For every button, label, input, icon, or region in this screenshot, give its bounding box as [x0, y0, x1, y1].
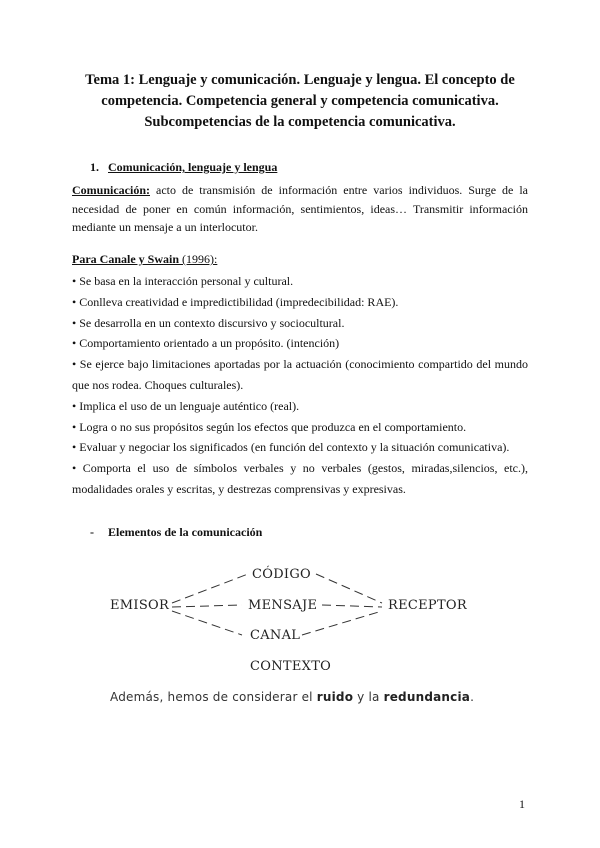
list-item: • Se desarrolla en un contexto discursivo y sociocultural. [72, 315, 345, 330]
document-title: Tema 1: Lenguaje y comunicación. Lenguaje y lengua. El concepto de competencia. Competencia general y competencia comunicativa. Subcompetencias de la competencia comunicativa. [85, 72, 515, 130]
codigo-label: CÓDIGO [252, 567, 312, 582]
list-item: • Se basa en la interacción personal y cultural. [72, 274, 294, 288]
list-item: • Implica el uso de un lenguaje auténtico (real). [72, 398, 300, 413]
note-ruido: ruido [316, 690, 354, 704]
subsection-title: Elementos de la comunicación [108, 525, 263, 539]
source-year: (1996): [179, 252, 218, 266]
connector-codigo-receptor [316, 574, 382, 603]
mensaje-label: MENSAJE [248, 598, 318, 613]
subsection-dash: - [90, 525, 94, 539]
source-author: Para Canale y Swain [72, 252, 180, 266]
section-title: Comunicación, lenguaje y lengua [108, 160, 278, 174]
connector-emisor-codigo [172, 574, 248, 603]
list-item: • Logra o no sus propósitos según los efectos que produzca en el comportamiento. [72, 419, 467, 434]
note-mid: y la [353, 690, 384, 704]
source-heading [72, 250, 528, 269]
connector-emisor-mensaje [172, 605, 242, 607]
canal-label: CANAL [250, 628, 301, 643]
note-text: Además, hemos de considerar el [110, 690, 317, 704]
definition-paragraph [72, 181, 528, 237]
list-item: • Comporta el uso de símbolos verbales y no verbales (gestos, miradas,silencios, etc.), modalidades orales y escritas, y destrezas comprensivas y expresivas. [72, 461, 528, 496]
connector-emisor-canal [172, 611, 242, 635]
definition-term: Comunicación: [72, 183, 150, 197]
contexto-label: CONTEXTO [250, 659, 332, 674]
characteristics-list [72, 271, 528, 500]
list-item: • Evaluar y negociar los significados (en función del contexto y la situación comunicativa). [72, 440, 510, 455]
subsection-heading [90, 525, 262, 540]
emisor-label: EMISOR [110, 598, 170, 613]
connector-canal-receptor [302, 611, 382, 635]
list-item: • Conlleva creatividad e impredictibilidad (impredecibilidad: RAE). [72, 294, 399, 309]
receptor-label: RECEPTOR [388, 598, 467, 613]
definition-text: acto de transmisión de información entre varios individuos. Surge de la necesidad de poner en común información, sentimientos, ideas… Transmitir información mediante un mensaje a un interlocutor. [72, 183, 528, 234]
page-number: 1 [519, 797, 525, 811]
list-item: • Comportamiento orientado a un propósito. (intención) [72, 336, 340, 351]
note-redundancia: redundancia [383, 690, 471, 704]
communication-diagram [110, 558, 470, 678]
connector-mensaje-receptor [322, 605, 382, 607]
diagram-note [110, 690, 474, 704]
section-heading [90, 160, 277, 175]
section-number: 1. [90, 160, 99, 174]
list-item: • Se ejerce bajo limitaciones aportadas por la actuación (conocimiento compartido del mundo que nos rodea. Choques culturales). [72, 357, 528, 392]
note-end: . [470, 690, 475, 704]
